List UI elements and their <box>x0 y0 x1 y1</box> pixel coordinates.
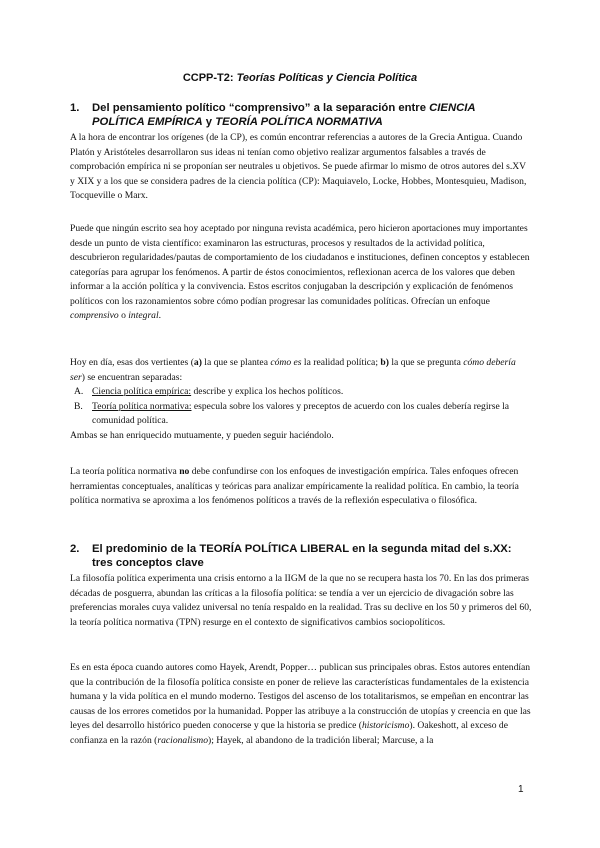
page-title: CCPP-T2: Teorías Políticas y Ciencia Política <box>182 72 418 84</box>
section-2-heading: 2. El predominio de la TEORÍA POLÍTICA LIBERAL en la segunda mitad del s.XX: tres conceptos clave <box>70 543 512 569</box>
list-item: A. Ciencia política empírica: describe y explica los hechos políticos. <box>74 386 344 397</box>
section-1-paragraph-2: Puede que ningún escrito sea hoy aceptado por ninguna revista académica, pero hicieron aportaciones muy importantes desde un punto de vista científico: examinaron las estructuras, procesos y resultados de la actividad política, descubrieron regularidades/pautas de comportamiento de los ciudadanos e instituciones, definen conceptos y establecen categorías para agrupar los fenómenos. A partir de éstos conocimientos, reflexionan acerca de los valores que deben informar a la acción política y la convivencia. Estos escritos conjugaban la descripción y explicación de fenómenos políticos con los razonamientos sobre cómo podían progresar las comunidades políticas. Ofrecían un enfoque comprensivo o integral. <box>70 223 530 321</box>
section-1-heading: 1. Del pensamiento político “comprensivo” a la separación entre CIENCIA POLÍTICA EMPÍRICA y TEORÍA POLÍTICA NORMATIVA <box>70 102 476 128</box>
section-1-paragraph-3: Hoy en día, esas dos vertientes (a) la que se plantea cómo es la realidad política; b) la que se pregunta cómo debería ser) se encuentran separadas: A. Ciencia política empírica: describe y explica los hechos políticos. B. Teoría política normativa: especula sobre los valores y preceptos de acuerdo con los cuales debería regirse la comunidad política. Ambas se han enriquecido mutuamente, y pueden seguir haciéndolo. <box>70 356 532 443</box>
section-1-paragraph-5: La teoría política normativa no debe confundirse con los enfoques de investigación empírica. Tales enfoques ofrecen herramientas conceptuales, analíticas y teóricas para analizar empíricamente la realidad política. En cambio, la teoría política normativa se aproxima a los fenómenos políticos a través de la reflexión especulativa o filosófica. <box>70 466 519 506</box>
list-item: B. Teoría política normativa: especula sobre los valores y preceptos de acuerdo con los cuales debería regirse la comunidad política. <box>74 400 510 426</box>
section-2-paragraph-1: La filosofía política experimenta una crisis entorno a la IIGM de la que no se recupera hasta los 70. En las dos primeras décadas de posguerra, abundan las críticas a la filosofía política: se tendía a ver un ejercicio de divagación sobre las preferencias morales cuya validez universal no tenía respaldo en la realidad. Tras su declive en los 50 y primeros del 60, la teoría política normativa (TPN) resurge en el contexto de significativos cambios sociopolíticos. <box>70 573 532 628</box>
page-number: 1 <box>518 784 524 795</box>
section-2-paragraph-2: Es en esta época cuando autores como Hayek, Arendt, Popper… publican sus principales obras. Estos autores entendían que la contribución de la filosofía política consiste en poner de relieve las características fundamentales de la existencia humana y la vida política en el mundo moderno. Testigos del ascenso de los totalitarismos, se empeñan en encontrar las causas de los errores cometidos por la humanidad. Popper las atribuye a la construcción de utopías y creencia en que las leyes del desarrollo histórico pueden conocerse y que la historia se predice (historicismo). Oakeshott, al exceso de confianza en la razón (racionalismo); Hayek, al abandono de la tradición liberal; Marcuse, a la <box>70 662 531 746</box>
section-1-paragraph-1: A la hora de encontrar los orígenes (de la CP), es común encontrar referencias a autores de la Grecia Antigua. Cuando Platón y Aristóteles desarrollaron sus ideas ni tenían como objetivo realizar argumentos falsables a través de comprobación empírica ni se proponían ser neutrales u objetivos. Se puede afirmar lo mismo de otros autores del s.XV y XIX y a los que se considera padres de la ciencia política (CP): Maquiavelo, Locke, Hobbes, Montesquieu, Madison, Tocqueville o Marx. <box>70 132 527 201</box>
